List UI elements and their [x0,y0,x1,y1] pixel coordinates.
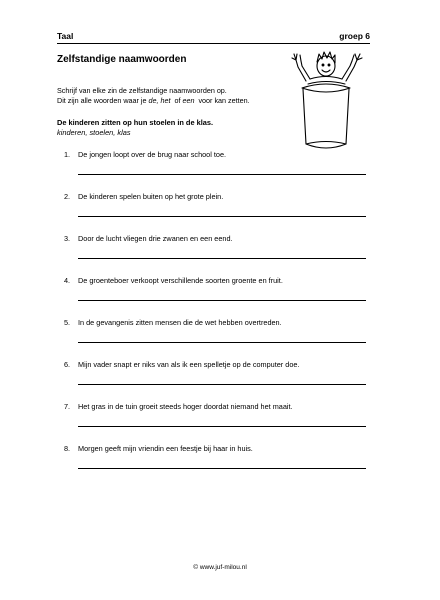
question-number: 7. [64,402,71,411]
answer-line[interactable] [78,300,366,301]
instructions [57,86,297,106]
question-text: De groenteboer verkoopt verschillende soorten groente en fruit. [78,276,283,285]
answer-line[interactable] [78,258,366,259]
question-text: De kinderen spelen buiten op het grote plein. [78,192,224,201]
page-title: Zelfstandige naamwoorden [57,54,187,65]
question-number: 2. [64,192,71,201]
question-text: Mijn vader snapt er niks van als ik een spelletje op de computer doe. [78,360,300,369]
question-item [64,360,299,369]
question-text: Morgen geeft mijn vriendin een feestje bij haar in huis. [78,444,253,453]
instruction-line-1: Schrijf van elke zin de zelfstandige naamwoorden op. [57,86,227,95]
example-answer: kinderen, stoelen, klas [57,128,131,137]
question-item [64,234,233,243]
question-number: 4. [64,276,71,285]
question-item [64,318,282,327]
answer-line[interactable] [78,426,366,427]
question-number: 3. [64,234,71,243]
question-item [64,444,253,453]
question-text: De jongen loopt over de brug naar school toe. [78,150,227,159]
answer-line[interactable] [78,342,366,343]
question-text: Door de lucht vliegen drie zwanen en een eend. [78,234,233,243]
instruction-line-2 [57,96,297,106]
instruction-text: voor kan zetten. [194,96,250,105]
instruction-article-een: een [182,96,195,105]
question-text: In de gevangenis zitten mensen die de wet hebben overtreden. [78,318,282,327]
question-number: 8. [64,444,71,453]
example-sentence: De kinderen zitten op hun stoelen in de klas. [57,118,214,127]
answer-line[interactable] [78,174,366,175]
instruction-text: of [170,96,183,105]
question-text: Het gras in de tuin groeit steeds hoger doordat niemand het maait. [78,402,293,411]
subject-label: Taal [57,31,74,41]
question-item [64,276,283,285]
answer-line[interactable] [78,384,366,385]
question-number: 6. [64,360,71,369]
answer-line[interactable] [78,468,366,469]
question-number: 5. [64,318,71,327]
header-divider [57,43,370,44]
instruction-text: Dit zijn alle woorden waar je [57,96,149,105]
footer-copyright: © www.juf-milou.nl [193,564,247,571]
group-label: groep 6 [339,31,370,41]
answer-line[interactable] [78,216,366,217]
question-item [64,150,226,159]
question-item [64,192,223,201]
instruction-article-de-het: de, het [148,96,171,105]
question-item [64,402,293,411]
question-number: 1. [64,150,71,159]
boy-in-bin-illustration [288,46,368,158]
